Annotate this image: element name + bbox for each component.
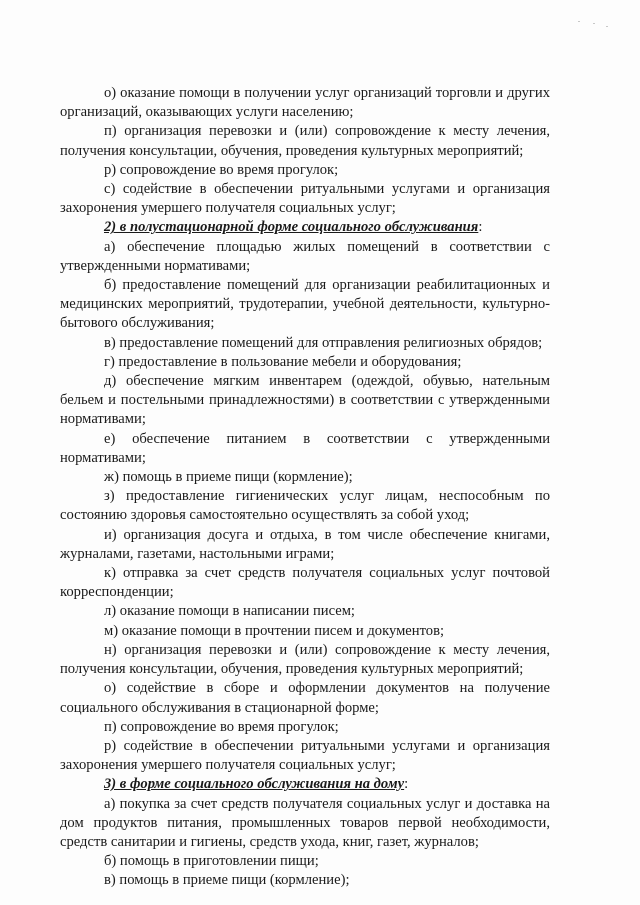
section-heading-colon: : <box>478 219 483 236</box>
list-item: п) организация перевозки и (или) сопровождение к месту лечения, получения консультации, обучения, проведения культурных мероприятий; <box>60 123 550 159</box>
scan-speck <box>593 23 595 24</box>
list-item: д) обеспечение мягким инвентарем (одеждой, обувью, нательным бельем и постельными принадлежностями) в соответствии с утвержденными нормативами; <box>60 373 550 428</box>
list-item: р) сопровождение во время прогулок; <box>104 161 339 178</box>
list-item: б) помощь в приготовлении пищи; <box>104 853 319 870</box>
list-item: о) оказание помощи в получении услуг организаций торговли и других организаций, оказывающих услуги населению; <box>60 85 550 121</box>
scan-speck <box>578 21 580 22</box>
scan-speck <box>606 26 608 27</box>
list-item: к) отправка за счет средств получателя социальных услуг почтовой корреспонденции; <box>60 565 550 601</box>
list-item: и) организация досуга и отдыха, в том числе обеспечение книгами, журналами, газетами, настольными играми; <box>60 526 550 562</box>
list-item: в) помощь в приеме пищи (кормление); <box>104 872 350 889</box>
list-item: н) организация перевозки и (или) сопровождение к месту лечения, получения консультации, обучения, проведения культурных мероприятий; <box>60 641 550 678</box>
document-body <box>60 84 550 891</box>
list-item: м) оказание помощи в прочтении писем и документов; <box>104 622 445 639</box>
list-item: л) оказание помощи в написании писем; <box>104 603 355 620</box>
section-heading-text: 2) в полустационарной форме социального обслуживания <box>104 219 479 236</box>
list-item: з) предоставление гигиенических услуг лицам, неспособным по состоянию здоровья самостоятельно осуществлять за собой уход; <box>60 488 550 524</box>
list-item: р) содействие в обеспечении ритуальными услугами и организация захоронения умершего получателя социальных услуг; <box>60 737 550 774</box>
section-heading <box>60 218 550 237</box>
section-heading-colon: : <box>404 776 409 793</box>
section-heading-text: 3) в форме социального обслуживания на дому <box>104 776 405 793</box>
list-item: а) обеспечение площадью жилых помещений в соответствии с утвержденными нормативами; <box>60 238 550 274</box>
list-item: п) сопровождение во время прогулок; <box>104 718 339 735</box>
list-item: с) содействие в обеспечении ритуальными услугами и организация захоронения умершего получателя социальных услуг; <box>60 181 550 217</box>
list-item: б) предоставление помещений для организации реабилитационных и медицинских мероприятий, трудотерапии, учебной деятельности, культурно-бытового обслуживания; <box>60 277 550 332</box>
list-item: в) предоставление помещений для отправления религиозных обрядов; <box>104 334 543 351</box>
list-item: г) предоставление в пользование мебели и оборудования; <box>104 353 462 370</box>
list-item: е) обеспечение питанием в соответствии с утвержденными нормативами; <box>60 430 550 466</box>
list-item: ж) помощь в приеме пищи (кормление); <box>104 469 353 486</box>
list-item: о) содействие в сборе и оформлении документов на получение социального обслуживания в стационарной форме; <box>60 680 550 716</box>
list-item: а) покупка за счет средств получателя социальных услуг и доставка на дом продуктов питания, промышленных товаров первой необходимости, средств санитарии и гигиены, средств ухода, книг, газет, журналов; <box>60 795 550 850</box>
section-heading <box>60 775 550 794</box>
